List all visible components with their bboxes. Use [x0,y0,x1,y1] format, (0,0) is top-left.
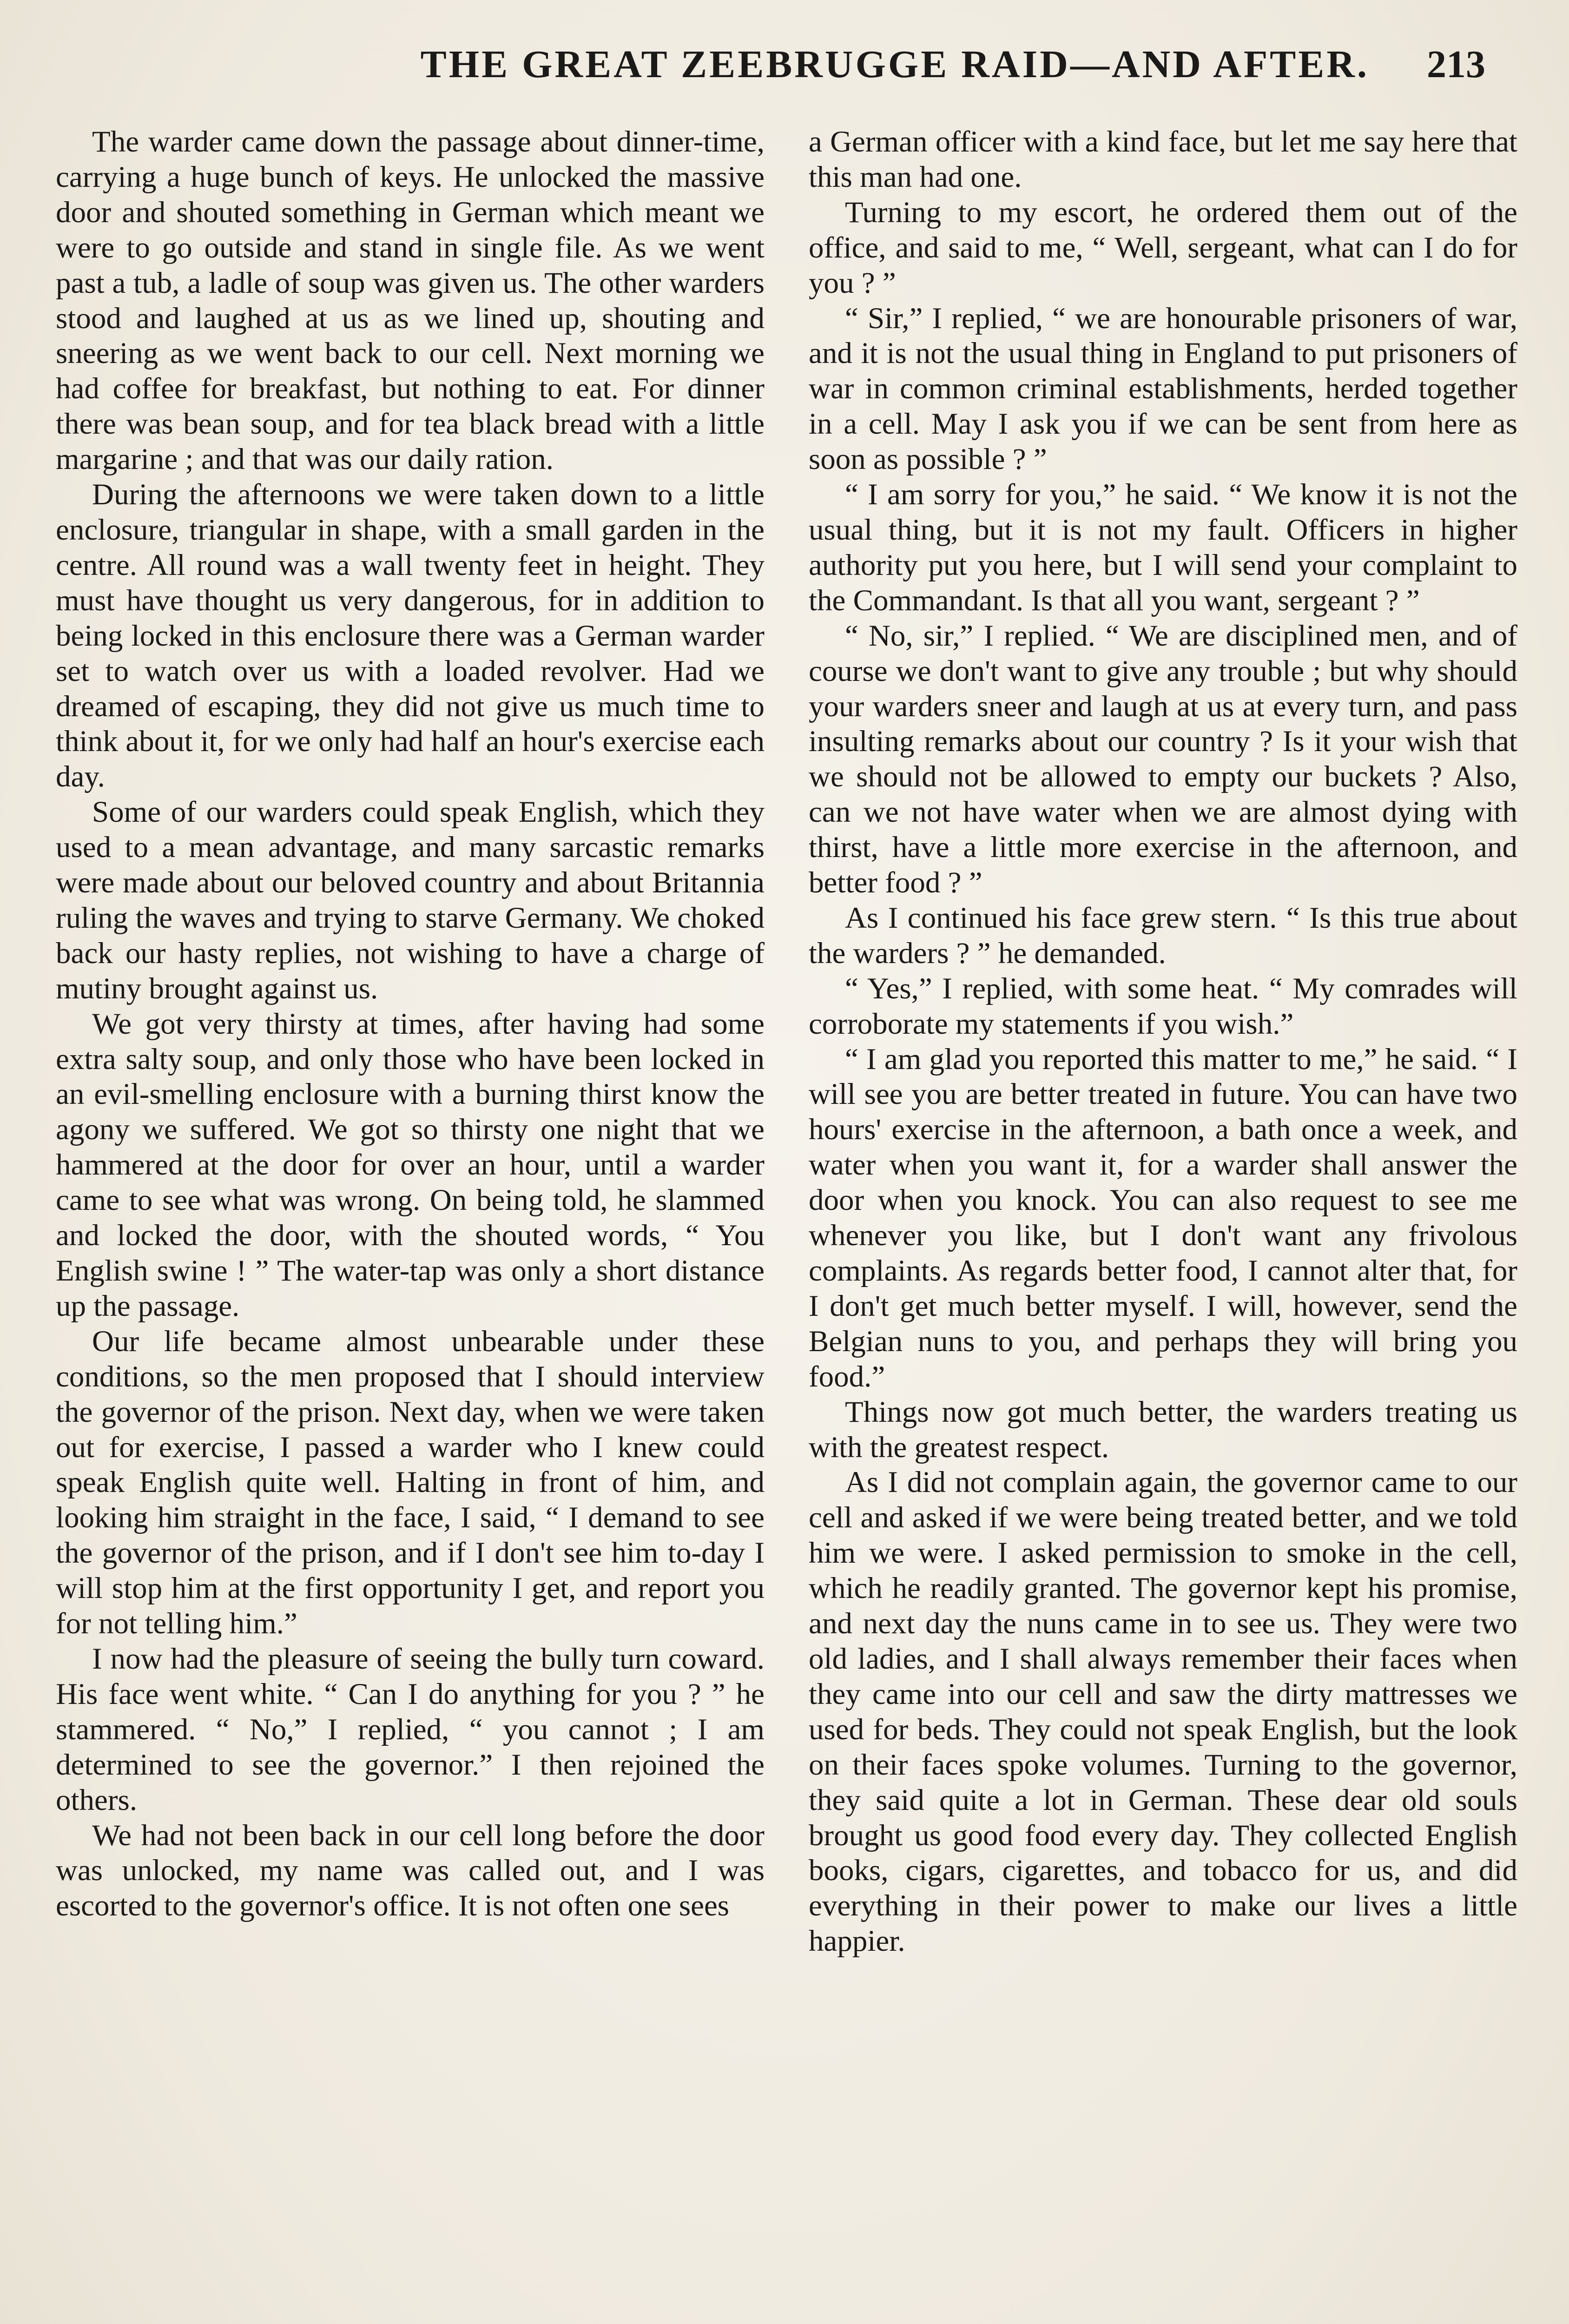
running-title: THE GREAT ZEEBRUGGE RAID—AND AFTER. [420,43,1369,86]
paragraph-continued: a German officer with a kind face, but let me say here that this man had one. [809,125,1517,194]
paragraph: Turning to my escort, he ordered them out of the office, and said to me, “ Well, sergeant, what can I do for you ? ” [809,195,1517,300]
paragraph: “ Sir,” I replied, “ we are honourable prisoners of war, and it is not the usual thing in England to put prisoners of war in common criminal establishments, herded together in a cell. May I ask you if we can be sent from here as soon as possible ? ” [809,301,1517,476]
paragraph: The warder came down the passage about dinner-time, carrying a huge bunch of keys. He unlocked the massive door and shouted something in German which meant we were to go outside and stand in single file. As we went past a tub, a ladle of soup was given us. The other warders stood and laughed at us as we lined up, shouting and sneering as we went back to our cell. Next morning we had coffee for breakfast, but nothing to eat. For dinner there was bean soup, and for tea black bread with a little margarine ; and that was our daily ration. [56,125,765,476]
paragraph: As I did not complain again, the governor came to our cell and asked if we were being treated better, and we told him we were. I asked permission to smoke in the cell, which he readily granted. The governor kept his promise, and next day the nuns came in to see us. They were two old ladies, and I shall always remember their faces when they came into our cell and saw the dirty mattresses we used for beds. They could not speak English, but the look on their faces spoke volumes. Turning to the governor, they said quite a lot in German. These dear old souls brought us good food every day. They collected English books, cigars, cigarettes, and tobacco for us, and did everything in their power to make our lives a little happier. [809,1466,1517,1958]
paragraph: “ Yes,” I replied, with some heat. “ My comrades will corroborate my statements if you wish.” [809,971,1517,1041]
paragraph: “ No, sir,” I replied. “ We are disciplined men, and of course we don't want to give any trouble ; but why should your warders sneer and laugh at us at every turn, and pass insulting remarks about our country ? Is it your wish that we should not be allowed to empty our buckets ? Also, can we not have water when we are almost dying with thirst, have a little more exercise in the afternoon, and better food ? ” [809,619,1517,900]
paragraph: During the afternoons we were taken down to a little enclosure, triangular in shape, with a small garden in the centre. All round was a wall twenty feet in height. They must have thought us very dangerous, for in addition to being locked in this enclosure there was a German warder set to watch over us with a loaded revolver. Had we dreamed of escaping, they did not give us much time to think about it, for we only had half an hour's exercise each day. [56,478,765,794]
paragraph: “ I am sorry for you,” he said. “ We know it is not the usual thing, but it is not my fault. Officers in higher authority put you here, but I will send your complaint to the Commandant. Is that all you want, sergeant ? ” [809,478,1517,617]
paragraph: As I continued his face grew stern. “ Is this true about the warders ? ” he demanded. [809,901,1517,970]
paragraph: “ I am glad you reported this matter to me,” he said. “ I will see you are better treated in future. You can have two hours' exercise in the afternoon, a bath once a week, and water when you want it, for a warder shall answer the door when you knock. You can also request to see me whenever you like, but I don't want any frivolous complaints. As regards better food, I cannot alter that, for I don't get much better myself. I will, however, send the Belgian nuns to you, and perhaps they will bring you food.” [809,1042,1517,1393]
page-header [51,42,1485,102]
right-column [809,125,1517,1959]
page-number: 213 [1427,43,1485,86]
paragraph: Things now got much better, the warders treating us with the greatest respect. [809,1395,1517,1464]
paragraph: We got very thirsty at times, after having had some extra salty soup, and only those who have been locked in an evil-smelling enclosure with a burning thirst know the agony we suffered. We got so thirsty one night that we hammered at the door for over an hour, until a warder came to see what was wrong. On being told, he slammed and locked the door, with the shouted words, “ You English swine ! ” The water-tap was only a short distance up the passage. [56,1007,765,1323]
paragraph: Our life became almost unbearable under these conditions, so the men proposed that I should interview the governor of the prison. Next day, when we were taken out for exercise, I passed a warder who I knew could speak English quite well. Halting in front of him, and looking him straight in the face, I said, “ I demand to see the governor of the prison, and if I don't see him to-day I will stop him at the first opportunity I get, and report you for not telling him.” [56,1324,765,1641]
left-column [56,125,765,1924]
paragraph: I now had the pleasure of seeing the bully turn coward. His face went white. “ Can I do anything for you ? ” he stammered. “ No,” I replied, “ you cannot ; I am determined to see the governor.” I then rejoined the others. [56,1642,765,1817]
paragraph: Some of our warders could speak English, which they used to a mean advantage, and many sarcastic remarks were made about our beloved country and about Britannia ruling the waves and trying to starve Germany. We choked back our hasty replies, not wishing to have a charge of mutiny brought against us. [56,795,765,1005]
paragraph: We had not been back in our cell long before the door was unlocked, my name was called out, and I was escorted to the governor's office. It is not often one sees [56,1818,765,1923]
